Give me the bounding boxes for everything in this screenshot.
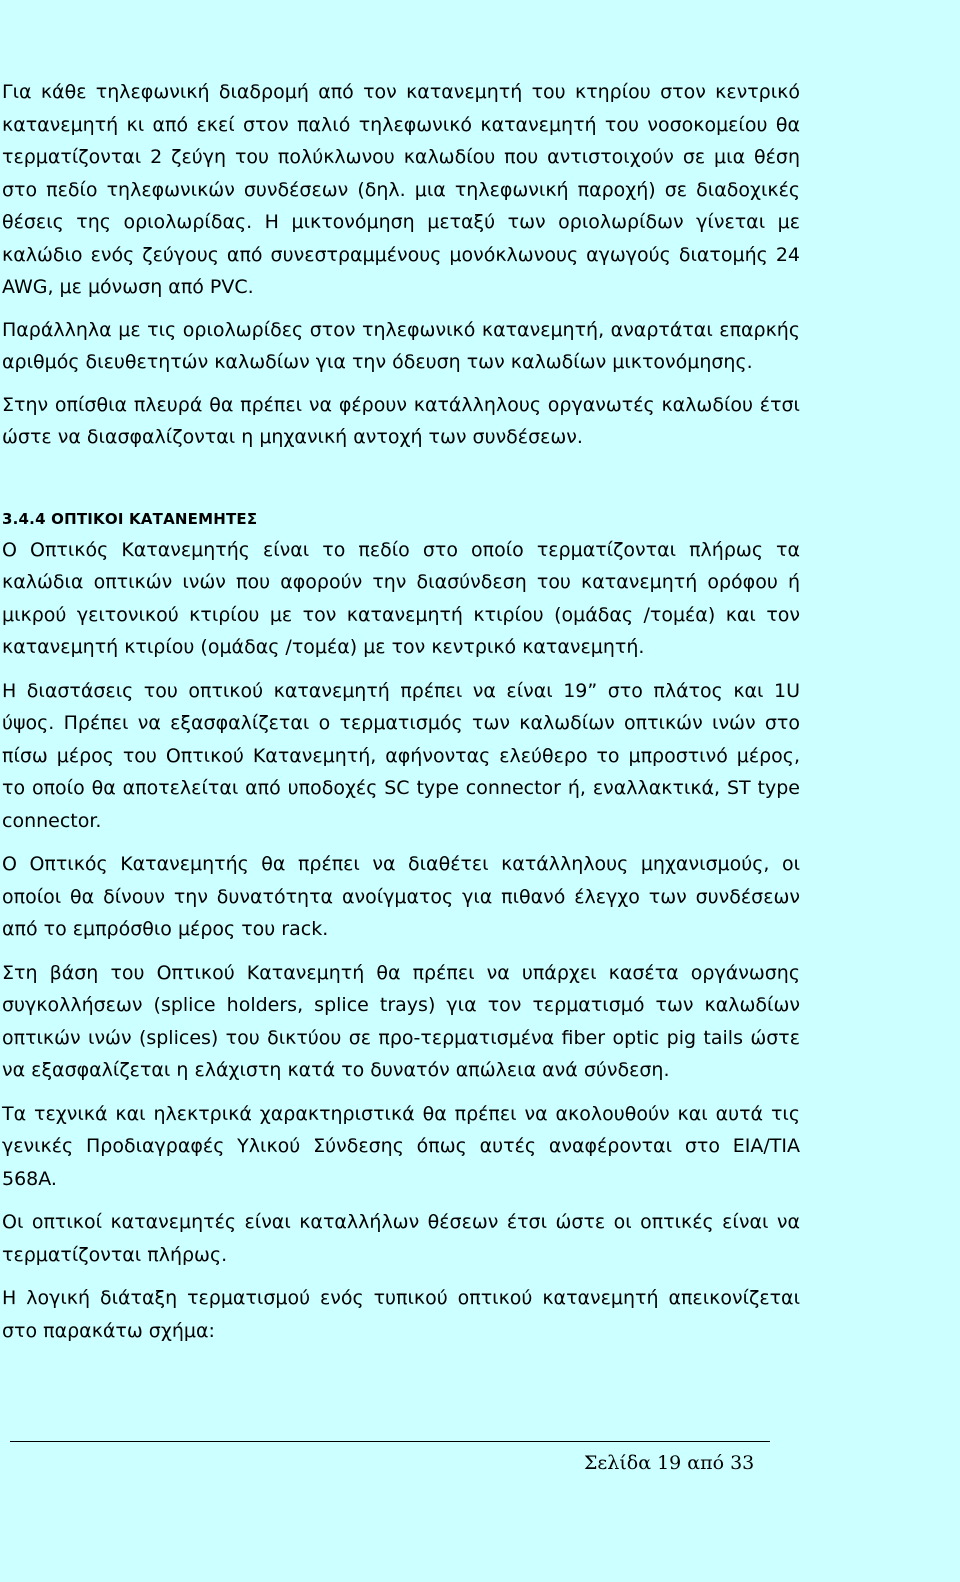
paragraph-optical-distributor-definition: Ο Οπτικός Κατανεμητής είναι το πεδίο στο οποίο τερματίζονται πλήρως τα καλώδια οπτικών ινών που αφορούν την διασύνδεση του κατανεμητή ορόφου ή μικρού γειτονικού κτιρίου με τον κατανεμητή κτιρίου (ομάδας /τομέα) και τον κατανεμητή κτιρίου (ομάδας /τομέα) με τον κεντρικό κατανεμητή.: [2, 538, 800, 658]
paragraph-telephone-routing: Για κάθε τηλεφωνική διαδρομή από τον κατανεμητή του κτηρίου στον κεντρικό κατανεμητή κι από εκεί στον παλιό τηλεφωνικό κατανεμητή του νοσοκομείου θα τερματίζονται 2 ζεύγη του πολύκλωνου καλωδίου που αντιστοιχούν σε μια θέση στο πεδίο τηλεφωνικών συνδέσεων (δηλ. μια τηλεφωνική παροχή) σε διαδοχικές θέσεις της οριολωρίδας. Η μικτονόμηση μεταξύ των οριολωρίδων γίνεται με καλώδιο ενός ζεύγους από συνεστραμμένους μονόκλωνους αγωγούς διατομής 24 AWG, με μόνωση από PVC.: [2, 81, 800, 298]
paragraph-positions: Οι οπτικοί κατανεμητές είναι καταλλήλων θέσεων έτσι ώστε οι οπτικές είναι να τερματίζονται πλήρως.: [2, 1211, 800, 1266]
paragraph-dimensions: Η διαστάσεις του οπτικού κατανεμητή πρέπει να είναι 19” στο πλάτος και 1U ύψος. Πρέπει να εξασφαλίζεται ο τερματισμός των καλωδίων οπτικών ινών στο πίσω μέρος του Οπτικού Κατανεμητή, αφήνοντας ελεύθερο το μπροστινό μέρος, το οποίο θα αποτελείται από υποδοχές SC type connector ή, εναλλακτικά, ST type connector.: [2, 679, 800, 832]
paragraph-specifications: Τα τεχνικά και ηλεκτρικά χαρακτηριστικά θα πρέπει να ακολουθούν και αυτά τις γενικές Προδιαγραφές Υλικού Σύνδεσης όπως αυτές αναφέρονται στο EIA/TIA 568A.: [2, 1102, 800, 1190]
section-heading: 3.4.4 ΟΠΤΙΚΟΙ ΚΑΤΑΝΕΜΗΤΕΣ: [2, 509, 258, 528]
footer-divider: [10, 1441, 770, 1442]
page-number: Σελίδα 19 από 33: [584, 1452, 755, 1474]
paragraph-rear-side: Στην οπίσθια πλευρά θα πρέπει να φέρουν κατάλληλους οργανωτές καλωδίου έτσι ώστε να διασφαλίζονται η μηχανική αντοχή των συνδέσεων.: [2, 393, 800, 448]
paragraph-mechanisms: Ο Οπτικός Κατανεμητής θα πρέπει να διαθέτει κατάλληλους μηχανισμούς, οι οποίοι θα δίνουν την δυνατότητα ανοίγματος για πιθανό έλεγχο των συνδέσεων από το εμπρόσθιο μέρος του rack.: [2, 853, 800, 940]
paragraph-splice-cassette: Στη βάση του Οπτικού Κατανεμητή θα πρέπει να υπάρχει κασέτα οργάνωσης συγκολλήσεων (splice holders, splice trays) για τον τερματισμό των καλωδίων οπτικών ινών (splices) του δικτύου σε προ-τερματισμένα fiber optic pig tails ώστε να εξασφαλίζεται η ελάχιστη κατά το δυνατόν απώλεια ανά σύνδεση.: [2, 961, 800, 1081]
document-body: [2, 76, 800, 1347]
paragraph-cable-organizers: Παράλληλα με τις οριολωρίδες στον τηλεφωνικό κατανεμητή, αναρτάται επαρκής αριθμός διευθετητών καλωδίων για την όδευση των καλωδίων μικτονόμησης.: [2, 318, 800, 373]
paragraph-diagram-intro: Η λογική διάταξη τερματισμού ενός τυπικού οπτικού κατανεμητή απεικονίζεται στο παρακάτω σχήμα:: [2, 1287, 800, 1342]
